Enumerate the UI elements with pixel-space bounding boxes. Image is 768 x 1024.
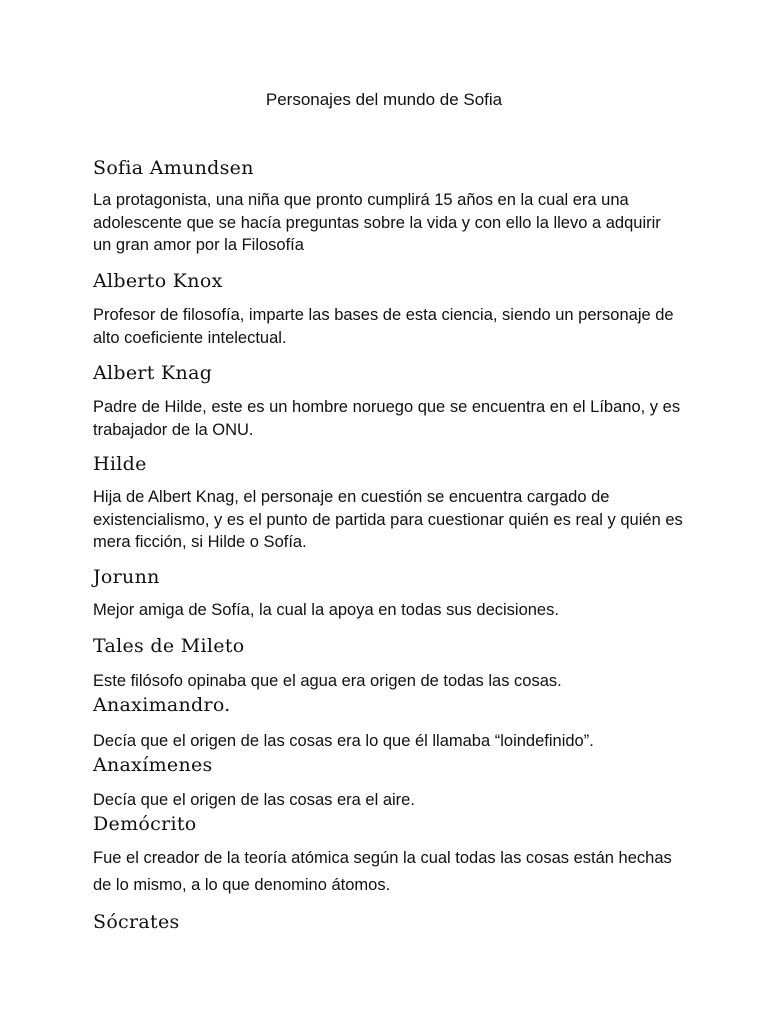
character-description-albert-knag: Padre de Hilde, este es un hombre noruego que se encuentra en el Líbano, y es trabajador de la ONU. — [93, 398, 681, 439]
character-name-tales-de-mileto: Tales de Mileto — [93, 635, 245, 657]
character-description-tales-de-mileto: Este filósofo opinaba que el agua era origen de todas las cosas. — [93, 672, 562, 690]
character-description-hilde: Hija de Albert Knag, el personaje en cuestión se encuentra cargado de existencialismo, y es el punto de partida para cuestionar quién es real y quién es mera ficción, si Hilde o Sofía. — [93, 488, 683, 551]
character-description-anaximandro: Decía que el origen de las cosas era lo que él llamaba “loindefinido”. — [93, 732, 594, 750]
character-description-anaximenes: Decía que el origen de las cosas era el aire. — [93, 791, 415, 809]
character-description-sofia-amundsen: La protagonista, una niña que pronto cumplirá 15 años en la cual era una adolescente que se hacía preguntas sobre la vida y con ello la llevo a adquirir un gran amor por la Filosofía — [93, 191, 661, 254]
character-description-alberto-knox: Profesor de filosofía, imparte las bases de esta ciencia, siendo un personaje de alto coeficiente intelectual. — [93, 306, 674, 347]
character-name-alberto-knox: Alberto Knox — [93, 270, 223, 292]
character-name-anaximandro: Anaximandro. — [93, 694, 231, 716]
character-name-sofia-amundsen: Sofia Amundsen — [93, 157, 254, 179]
character-name-socrates: Sócrates — [93, 911, 180, 933]
character-name-hilde: Hilde — [93, 453, 147, 475]
character-name-albert-knag: Albert Knag — [93, 362, 213, 384]
document-title: Personajes del mundo de Sofia — [265, 90, 503, 109]
character-description-jorunn: Mejor amiga de Sofía, la cual la apoya en todas sus decisiones. — [93, 601, 559, 619]
character-name-jorunn: Jorunn — [93, 566, 160, 588]
character-name-democrito: Demócrito — [93, 813, 197, 835]
character-description-democrito: Fue el creador de la teoría atómica según la cual todas las cosas están hechas de lo mismo, a lo que denomino átomos. — [93, 849, 672, 894]
character-name-anaximenes: Anaxímenes — [93, 754, 213, 776]
